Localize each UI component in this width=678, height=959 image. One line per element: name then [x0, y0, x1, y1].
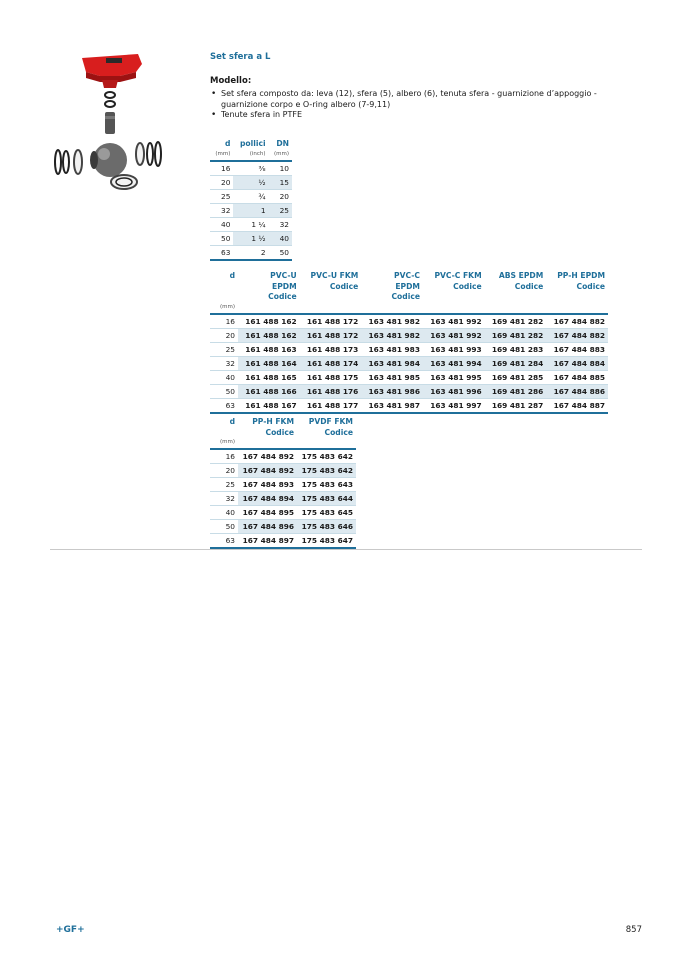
header-line: EPDM	[272, 281, 297, 291]
header-line: Codice	[453, 281, 482, 291]
unit-spacer	[238, 303, 300, 314]
dimension-table	[210, 139, 292, 261]
column-header: d	[224, 139, 231, 148]
table-row	[210, 231, 292, 245]
table-cell: 163 481 996	[423, 384, 485, 398]
table-cell: 50	[210, 384, 238, 398]
gf-logo: +GF+	[56, 925, 85, 935]
section-title: Set sfera a L	[210, 52, 271, 62]
table-cell: 169 481 287	[485, 398, 547, 413]
column-header	[238, 417, 297, 438]
unit-row	[210, 150, 292, 161]
table-cell: 167 484 882	[546, 314, 608, 329]
table-cell: 63	[210, 534, 238, 549]
table-cell: 161 488 162	[238, 328, 300, 342]
column-header: d	[229, 271, 235, 280]
unit-label: (mm)	[219, 303, 235, 310]
table-cell: 167 484 892	[238, 449, 297, 464]
table-cell: 32	[210, 356, 238, 370]
table-cell: 175 483 642	[297, 449, 356, 464]
table-cell: 175 483 644	[297, 492, 356, 506]
table-cell: 20	[210, 328, 238, 342]
table-header-row	[210, 139, 292, 150]
unit-label: (inch)	[249, 150, 266, 157]
table-row	[210, 384, 608, 398]
red-lever-handle-icon	[82, 54, 142, 88]
table-cell: 25	[210, 342, 238, 356]
unit-spacer	[238, 438, 297, 449]
table-cell: 40	[210, 217, 233, 231]
table-cell: 161 488 174	[300, 356, 362, 370]
column-header: DN	[276, 139, 289, 148]
table-cell: 161 488 166	[238, 384, 300, 398]
header-line: Codice	[391, 292, 420, 301]
table-row	[210, 520, 356, 534]
table-cell: 161 488 165	[238, 370, 300, 384]
table-cell: 16	[210, 449, 238, 464]
table-cell: 163 481 983	[361, 342, 423, 356]
page-number: 857	[625, 925, 642, 935]
table-cell: 161 488 163	[238, 342, 300, 356]
table-cell: 169 481 285	[485, 370, 547, 384]
table-cell: 2	[233, 245, 268, 260]
model-bullet-list	[210, 89, 640, 121]
table-row	[210, 328, 608, 342]
table-row	[210, 342, 608, 356]
header-line: PP-H EPDM	[557, 271, 605, 280]
table-cell: 40	[210, 370, 238, 384]
unit-label: (mm)	[273, 150, 289, 157]
unit-row	[210, 438, 356, 449]
table-cell: 20	[210, 464, 238, 478]
table-row	[210, 217, 292, 231]
table-cell: 63	[210, 245, 233, 260]
table-cell: 10	[269, 161, 292, 176]
table-cell: 175 483 647	[297, 534, 356, 549]
model-heading: Modello:	[210, 76, 252, 86]
table-cell: 161 488 175	[300, 370, 362, 384]
table-cell: 163 481 984	[361, 356, 423, 370]
table-cell: 169 481 282	[485, 314, 547, 329]
bullet-item: • Set sfera composto da: leva (12), sfera (5), albero (6), tenuta sfera - guarnizione d’appoggio - guarnizione corpo e O-ring albero (7-9,11)	[210, 89, 640, 110]
table-cell: 175 483 645	[297, 506, 356, 520]
table-row	[210, 314, 608, 329]
unit-label: (mm)	[219, 439, 235, 445]
table-cell: 167 484 892	[238, 464, 297, 478]
column-header	[485, 271, 547, 303]
header-line: ABS EPDM	[498, 271, 544, 280]
table-row	[210, 464, 356, 478]
header-line: PVC-U	[270, 271, 297, 280]
unit-label: (mm)	[215, 150, 231, 157]
header-line: Codice	[324, 427, 353, 437]
table-cell: 163 481 987	[361, 398, 423, 413]
table-row	[210, 506, 356, 520]
header-line: Codice	[265, 427, 294, 437]
table-cell: 163 481 992	[423, 328, 485, 342]
column-header	[361, 271, 423, 303]
table-cell: 63	[210, 398, 238, 413]
codes-table-secondary	[210, 417, 356, 549]
codes-table-main	[210, 271, 608, 414]
table-cell: 167 484 897	[238, 534, 297, 549]
unit-spacer	[297, 438, 356, 449]
column-header	[546, 271, 608, 303]
table-cell: 163 481 994	[423, 356, 485, 370]
table-cell: 25	[210, 189, 233, 203]
table-cell: 169 481 282	[485, 328, 547, 342]
table-cell: 161 488 173	[300, 342, 362, 356]
table-cell: 163 481 992	[423, 314, 485, 329]
header-line: EPDM	[395, 281, 420, 291]
section-divider	[50, 549, 642, 550]
table-cell: 161 488 172	[300, 314, 362, 329]
table-cell: 175 483 643	[297, 478, 356, 492]
table-cell: 167 484 895	[238, 506, 297, 520]
table-row	[210, 478, 356, 492]
table-cell: 1 ¼	[233, 217, 268, 231]
table-cell: 40	[269, 231, 292, 245]
unit-spacer	[300, 303, 362, 314]
table-cell: ¾	[233, 189, 268, 203]
table-cell: 163 481 986	[361, 384, 423, 398]
table-cell: 1 ½	[233, 231, 268, 245]
header-line: PVDF FKM	[308, 417, 353, 426]
column-header: pollici	[240, 139, 266, 148]
table-cell: 163 481 982	[361, 314, 423, 329]
column-header: d	[229, 417, 235, 426]
header-line: PP-H FKM	[252, 417, 294, 426]
table-cell: 161 488 167	[238, 398, 300, 413]
column-header	[238, 271, 300, 303]
column-header	[423, 271, 485, 303]
table-header-row	[210, 417, 356, 438]
table-row	[210, 175, 292, 189]
header-line: Codice	[514, 281, 544, 291]
unit-spacer	[423, 303, 485, 314]
table-cell: 161 488 176	[300, 384, 362, 398]
table-row	[210, 356, 608, 370]
header-line: Codice	[576, 281, 605, 291]
table-cell: ½	[233, 175, 268, 189]
unit-row	[210, 303, 608, 314]
table-cell: 161 488 172	[300, 328, 362, 342]
table-cell: 161 488 162	[238, 314, 300, 329]
table-cell: 167 484 885	[546, 370, 608, 384]
table-cell: 161 488 177	[300, 398, 362, 413]
table-row	[210, 492, 356, 506]
table-cell: 167 484 894	[238, 492, 297, 506]
table-cell: 169 481 283	[485, 342, 547, 356]
table-cell: 16	[210, 161, 233, 176]
table-cell: 169 481 286	[485, 384, 547, 398]
column-header	[297, 417, 356, 438]
table-cell: 163 481 985	[361, 370, 423, 384]
table-cell: ⅜	[233, 161, 268, 176]
table-cell: 167 484 884	[546, 356, 608, 370]
header-line: PVC-C	[394, 271, 420, 280]
table-cell: 167 484 883	[546, 342, 608, 356]
table-cell: 25	[210, 478, 238, 492]
table-cell: 25	[269, 203, 292, 217]
table-cell: 167 484 893	[238, 478, 297, 492]
table-cell: 40	[210, 506, 238, 520]
bullet-item: • Tenute sfera in PTFE	[210, 110, 640, 121]
unit-spacer	[485, 303, 547, 314]
unit-spacer	[361, 303, 423, 314]
table-cell: 32	[269, 217, 292, 231]
table-cell: 161 488 164	[238, 356, 300, 370]
table-cell: 169 481 284	[485, 356, 547, 370]
table-row	[210, 534, 356, 549]
table-cell: 20	[210, 175, 233, 189]
table-header-row	[210, 271, 608, 303]
table-cell: 175 483 642	[297, 464, 356, 478]
table-cell: 167 484 886	[546, 384, 608, 398]
unit-spacer	[546, 303, 608, 314]
table-cell: 32	[210, 492, 238, 506]
table-row	[210, 189, 292, 203]
table-cell: 20	[269, 189, 292, 203]
table-cell: 163 481 993	[423, 342, 485, 356]
table-cell: 50	[269, 245, 292, 260]
table-cell: 32	[210, 203, 233, 217]
table-row	[210, 161, 292, 176]
table-row	[210, 449, 356, 464]
table-row	[210, 398, 608, 413]
header-line: Codice	[329, 281, 359, 291]
table-cell: 175 483 646	[297, 520, 356, 534]
table-cell: 167 484 882	[546, 328, 608, 342]
table-cell: 1	[233, 203, 268, 217]
table-cell: 15	[269, 175, 292, 189]
table-cell: 50	[210, 231, 233, 245]
table-row	[210, 370, 608, 384]
table-cell: 167 484 887	[546, 398, 608, 413]
table-row	[210, 203, 292, 217]
table-row	[210, 245, 292, 260]
table-cell: 16	[210, 314, 238, 329]
table-cell: 163 481 982	[361, 328, 423, 342]
table-cell: 50	[210, 520, 238, 534]
header-line: PVC-C FKM	[434, 271, 482, 280]
table-cell: 163 481 995	[423, 370, 485, 384]
header-line: PVC-U FKM	[310, 271, 359, 280]
table-cell: 163 481 997	[423, 398, 485, 413]
header-line: Codice	[268, 292, 297, 301]
column-header	[300, 271, 362, 303]
valve-parts-illustration	[50, 50, 170, 210]
table-cell: 167 484 896	[238, 520, 297, 534]
